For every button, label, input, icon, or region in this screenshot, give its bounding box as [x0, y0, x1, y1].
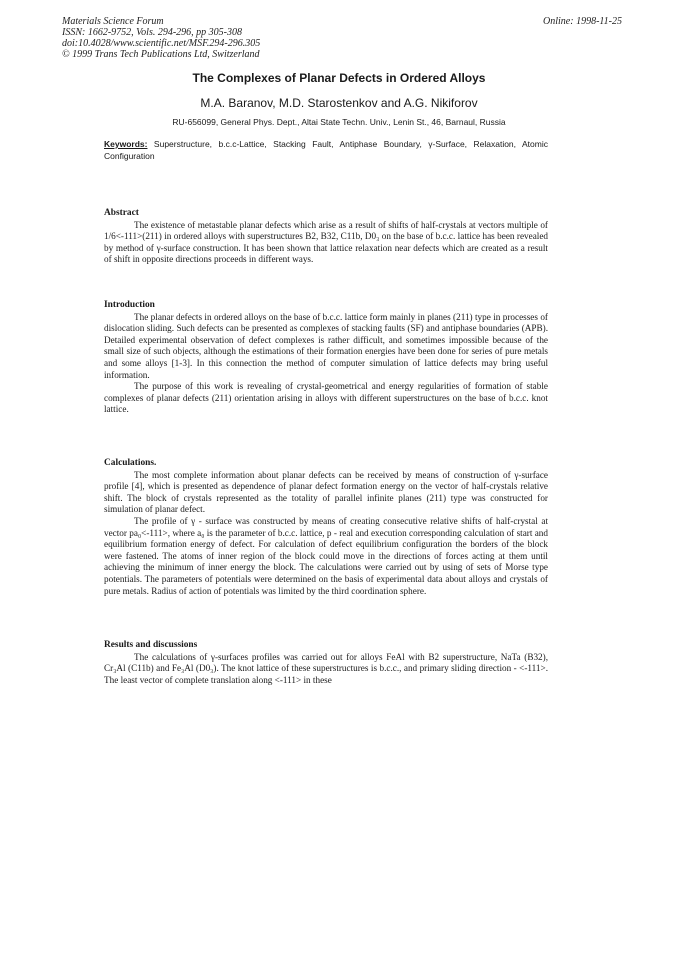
- keywords-block: [104, 138, 548, 162]
- abstract-section: [104, 208, 548, 266]
- copyright-line: © 1999 Trans Tech Publications Ltd, Switzerland: [62, 49, 260, 60]
- calculations-heading: Calculations.: [104, 458, 157, 468]
- introduction-section: [104, 300, 548, 416]
- calculations-section: [104, 458, 548, 597]
- calculations-paragraph-1: The most complete information about planar defects can be received by means of construction of γ-surface profile [4], which is presented as dependence of planar defect formation energy on the vector of half-crystals relative shift. The block of crystals represented as the totality of parallel infinite planes (211) type was constructed for simulation of planar defect.: [104, 469, 548, 515]
- results-paragraph-1: The calculations of γ-surfaces profiles was carried out for alloys FeAl with B2 superstructure, NaTa (B32), Cr₃Al (C11b) and Fe₃Al (D0₃). The knot lattice of these superstructures is b.c.c., and primary sliding direction - <-111>. The least vector of complete translation along <-111> in these: [104, 651, 548, 685]
- journal-header: [62, 16, 622, 60]
- abstract-heading: Abstract: [104, 208, 139, 218]
- introduction-heading: Introduction: [104, 300, 155, 310]
- keywords-text: Superstructure, b.c.c-Lattice, Stacking Fault, Antiphase Boundary, γ-Surface, Relaxation, Atomic Configuration: [104, 139, 548, 161]
- online-date: Online: 1998-11-25: [543, 16, 622, 27]
- introduction-paragraph-1: The planar defects in ordered alloys on the base of b.c.c. lattice form mainly in planes (211) type in processes of dislocation sliding. Such defects can be presented as complexes of stacking faults (SF) and antiphase boundaries (APB). Detailed experimental observation of defect complexes is rather difficult, and sometimes impossible because of the small size of such objects, although the estimations of their formation energies have been done for series of pure metals and some alloys [1-3]. In this connection the method of computer simulation of lattice defects may bring useful information.: [104, 311, 548, 380]
- issn-line: ISSN: 1662-9752, Vols. 294-296, pp 305-308: [62, 27, 242, 38]
- results-section: [104, 640, 548, 686]
- introduction-paragraph-2: The purpose of this work is revealing of crystal-geometrical and energy regularities of formation of stable complexes of planar defects (211) orientation arising in alloys with different superstructures on the base of b.c.c. knot lattice.: [104, 381, 548, 415]
- journal-name: Materials Science Forum: [62, 16, 164, 27]
- affiliation: RU-656099, General Phys. Dept., Altai State Techn. Univ., Lenin St., 46, Barnaul, Russia: [172, 117, 506, 127]
- paper-title: The Complexes of Planar Defects in Ordered Alloys: [192, 71, 486, 85]
- abstract-paragraph: The existence of metastable planar defects which arise as a result of shifts of half-crystals at vectors multiple of 1/6<-111>(211) in ordered alloys with superstructures B2, B32, C11b, D0₃ on the base of b.c.c. lattice has been revealed by method of γ-surface construction. It has been shown that lattice relaxation near defects which are created as a result of shift in opposite directions proceeds in different ways.: [104, 219, 548, 265]
- author-list: M.A. Baranov, M.D. Starostenkov and A.G. Nikiforov: [200, 96, 478, 110]
- doi-link[interactable]: doi:10.4028/www.scientific.net/MSF.294-296.305: [62, 38, 261, 49]
- results-heading: Results and discussions: [104, 640, 198, 650]
- keywords-label: Keywords:: [104, 139, 148, 149]
- calculations-paragraph-2: The profile of γ - surface was constructed by means of creating consecutive relative shifts of half-crystal at vector pa₀<-111>, where a₀ is the parameter of b.c.c. lattice, p - real and execution corresponding calculation of start and equilibrium formation energy of defect. For calculation of defect equilibrium configuration the borders of the block were fastened. The atoms of inner region of the block could move in the directions of forces acting at them until achieving the minimum of inner energy the block. The calculations were carried out by using of sets of Morse type potentials. The parameters of potentials were determined on the basis of experimental data about alloys and crystals of pure metals. Radius of action of potentials was limited by the third coordination sphere.: [104, 515, 548, 596]
